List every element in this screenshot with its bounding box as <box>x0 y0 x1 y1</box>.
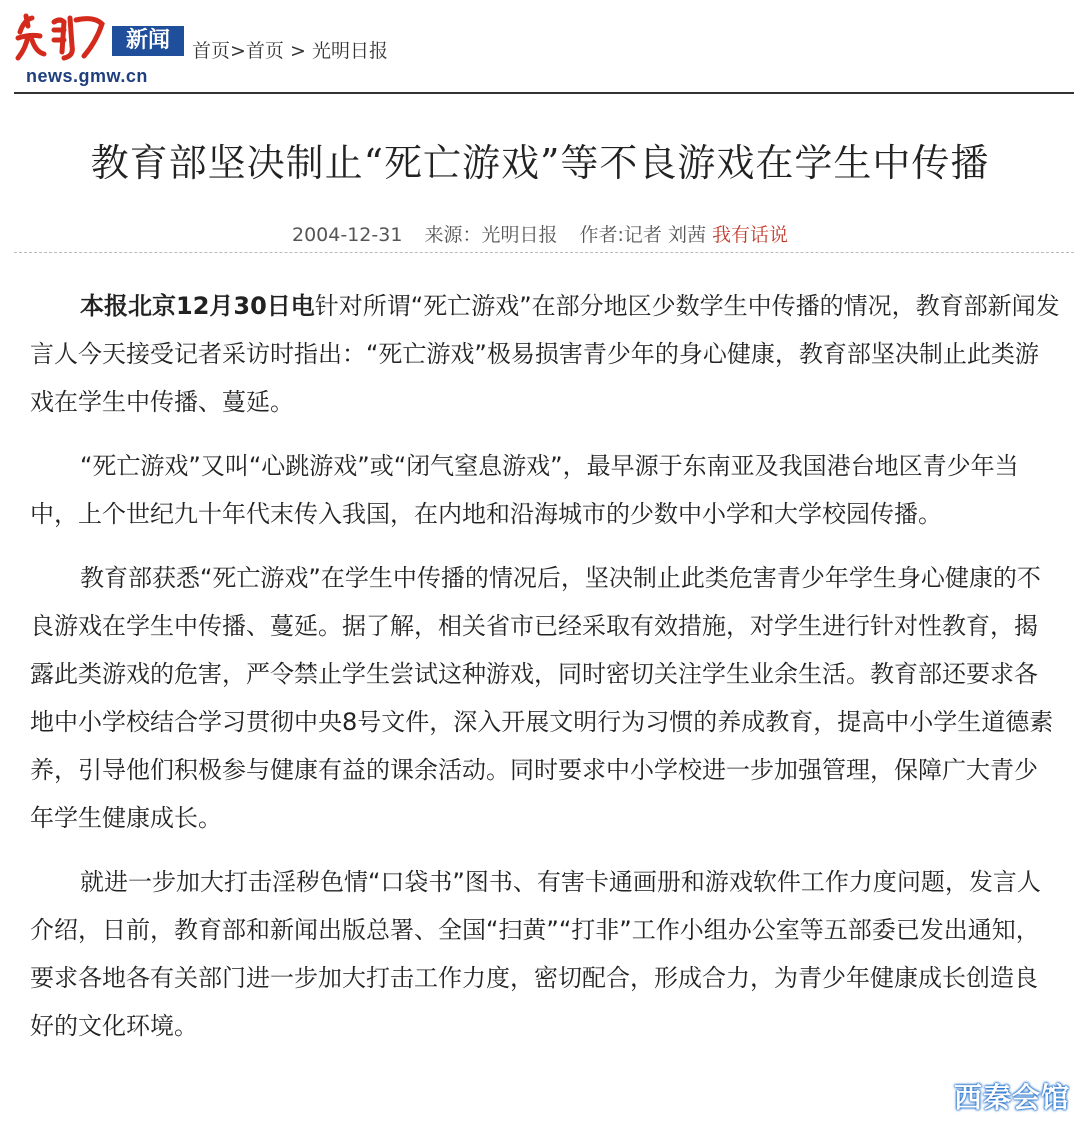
comment-link[interactable]: 我有话说 <box>711 224 788 246</box>
meta-divider <box>14 252 1074 253</box>
article-date: 2004-12-31 <box>292 224 403 246</box>
breadcrumb <box>192 36 388 63</box>
breadcrumb-home-link[interactable]: 首页>首页 <box>192 40 284 62</box>
watermark: 西秦会馆 <box>953 1081 1070 1114</box>
article-paragraph: 就进一步加大打击淫秽色情“口袋书”图书、有害卡通画册和游戏软件工作力度问题，发言人介绍，日前，教育部和新闻出版总署、全国“扫黄”“打非”工作小组办公室等五部委已发出通知，要求各地各有关部门进一步加大打击工作力度，密切配合，形成合力，为青少年健康成长创造良好的文化环境。 <box>30 868 1041 1040</box>
logo-url: news.gmw.cn <box>26 66 148 86</box>
site-header <box>0 0 1080 94</box>
paragraph-text: 针对所谓“死亡游戏”在部分地区少数学生中传播的情况，教育部新闻发言人今天接受记者采访时指出：“死亡游戏”极易损害青少年的身心健康，教育部坚决制止此类游戏在学生中传播、蔓延。 <box>30 292 1060 416</box>
article-paragraph: 教育部获悉“死亡游戏”在学生中传播的情况后，坚决制止此类危害青少年学生身心健康的不良游戏在学生中传播、蔓延。据了解，相关省市已经采取有效措施，对学生进行针对性教育，揭露此类游戏的危害，严令禁止学生尝试这种游戏，同时密切关注学生业余生活。教育部还要求各地中小学校结合学习贯彻中央8号文件，深入开展文明行为习惯的养成教育，提高中小学生道德素养，引导他们积极参与健康有益的课余活动。同时要求中小学校进一步加强管理，保障广大青少年学生健康成长。 <box>30 564 1054 832</box>
dateline: 本报北京12月30日电 <box>80 292 315 320</box>
header-divider <box>14 92 1074 94</box>
article-body <box>30 282 1060 1050</box>
article-source: 来源：光明日报 <box>424 224 558 246</box>
article-paragraph: “死亡游戏”又叫“心跳游戏”或“闭气窒息游戏”，最早源于东南亚及我国港台地区青少年当中，上个世纪九十年代末传入我国，在内地和沿海城市的少数中小学和大学校园传播。 <box>30 452 1019 528</box>
article-title: 教育部坚决制止“死亡游戏”等不良游戏在学生中传播 <box>90 141 990 185</box>
breadcrumb-section-link[interactable]: 光明日报 <box>311 40 388 62</box>
article-paragraph <box>30 282 1060 426</box>
site-logo[interactable] <box>12 10 182 86</box>
article-author: 作者:记者 刘茜 <box>579 224 706 246</box>
logo-news-box: 新闻 <box>112 26 184 56</box>
article-meta <box>0 220 1080 247</box>
breadcrumb-separator-glyph: > <box>289 40 306 62</box>
guangming-calligraphy-logo <box>14 12 110 62</box>
